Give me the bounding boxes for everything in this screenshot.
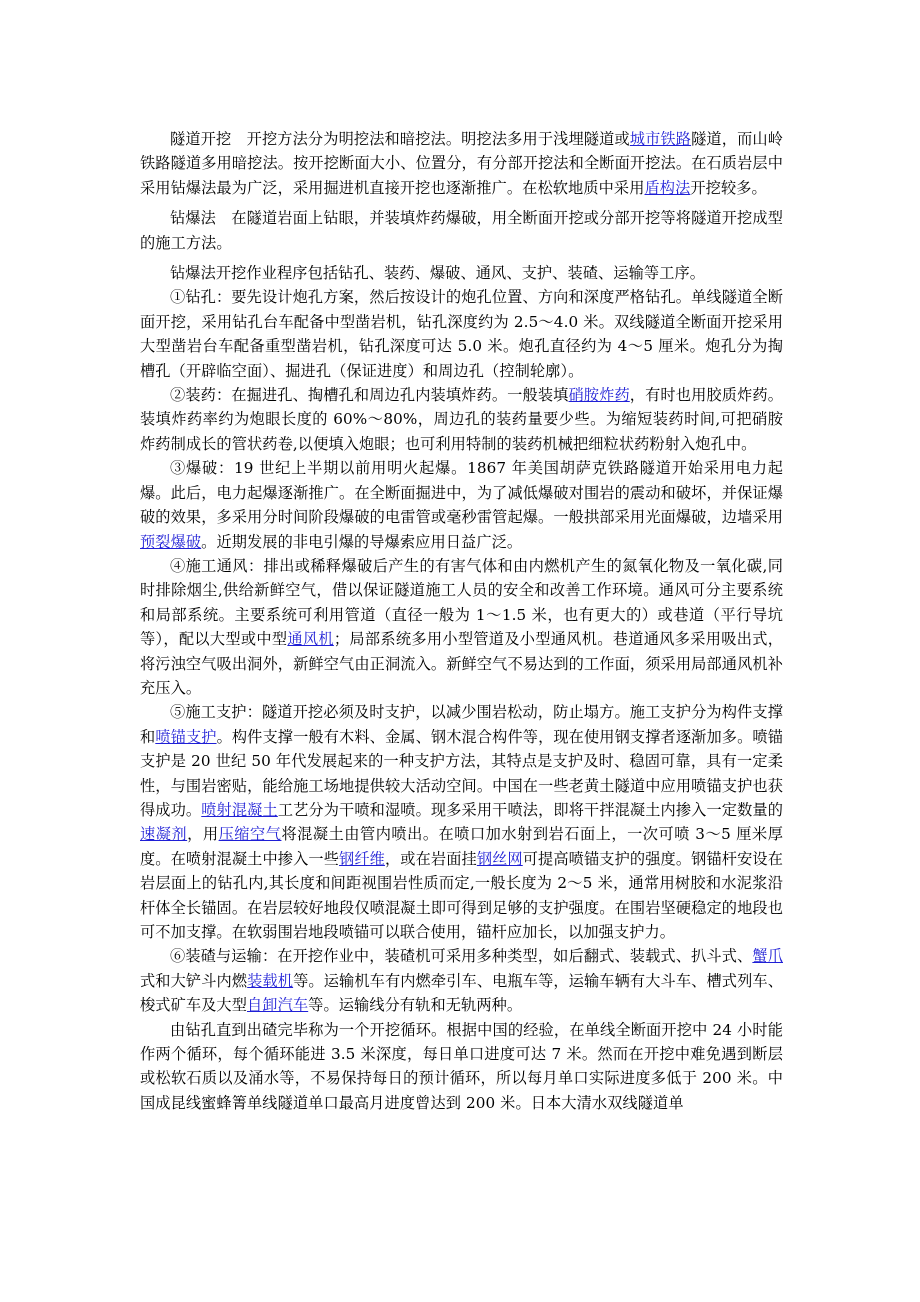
text-segment: 。构件支撑一般有木料、金属、钢木混合构件等，现在使用钢支撑者逐渐加多。喷锚支护是 20 世纪 50 年代发展起来的一种支护方法，其特点是支护及时、稳固可靠，具有一定柔性，与围岩密贴，能给施工场地提供较大活动空间。中国在一些老黄土隧道中应用喷锚支护也获得成功。 <box>140 727 783 819</box>
text-segment: 开挖较多。 <box>690 178 767 197</box>
text-segment: 由钻孔直到出碴完毕称为一个开挖循环。根据中国的经验，在单线全断面开挖中 24 小时能作两个循环，每个循环能进 3.5 米深度，每日单口进度可达 7 米。然而在开挖中难免遇到断层或松软石质以及涌水等，不易保持每日的预计循环，所以每月单口实际进度多低于 200 米。中国成昆线蜜蜂箐单线隧道单口最高月进度曾达到 200 米。日本大清水双线隧道单 <box>140 1020 783 1112</box>
paragraph-procedure <box>140 261 783 285</box>
paragraph-support <box>140 700 783 944</box>
text-segment: 隧道，而山岭铁路隧道多用暗挖法。按开挖断面大小、位置分，有分部开挖法和全断面开挖法。在石质岩层中采用钻爆法最为广泛，采用掘进机直接开挖也逐渐推广。在松软地质中采用 <box>140 130 784 197</box>
text-segment: 钻爆法开挖作业程序包括钻孔、装药、爆破、通风、支护、装碴、运输等工序。 <box>170 264 706 283</box>
paragraph-blasting <box>140 456 783 554</box>
text-segment: ；局部系统多用小型管道及小型通风机。巷道通风多采用吸出式，将污浊空气吸出洞外，新鲜空气由正洞流入。新鲜空气不易达到的工作面，须采用局部通风机补充压入。 <box>140 630 784 697</box>
link-loader[interactable]: 装载机 <box>247 971 294 990</box>
link-urban-railway[interactable]: 城市铁路 <box>629 130 692 148</box>
link-presplit-blasting[interactable]: 预裂爆破 <box>140 532 202 551</box>
text-segment: ①钻孔：要先设计炮孔方案，然后按设计的炮孔位置、方向和深度严格钻孔。单线隧道全断面开挖，采用钻孔台车配备中型凿岩机，钻孔深度约为 2.5～4.0 米。双线隧道全断面开挖采用大型凿岩台车配备重型凿岩机，钻孔深度可达 5.0 米。炮孔直径约为 4～5 厘米。炮孔分为掏槽孔（开辟临空面）、掘进孔（保证进度）和周边孔（控制轮廓）。 <box>140 288 783 380</box>
paragraph-drill-blast <box>140 206 783 255</box>
text-segment: ⑤施工支护：隧道开挖必须及时支护，以减少围岩松动，防止塌方。施工支护分为构件支撑和 <box>140 703 783 746</box>
text-segment: 隧道开挖 开挖方法分为明挖法和暗挖法。明挖法多用于浅埋隧道或 <box>170 130 630 148</box>
text-segment: ，用 <box>187 825 219 844</box>
link-ventilator[interactable]: 通风机 <box>287 630 334 649</box>
document-body <box>140 127 783 1115</box>
link-wire-mesh[interactable]: 钢丝网 <box>476 849 523 868</box>
paragraph-charging <box>140 383 783 456</box>
text-segment: ②装药：在掘进孔、掏槽孔和周边孔内装填炸药。一般装填 <box>170 386 569 405</box>
paragraph-drilling <box>140 285 783 383</box>
link-shotcrete[interactable]: 喷射混凝土 <box>201 800 278 819</box>
text-segment: ，或在岩面挂 <box>384 849 477 868</box>
link-compressed-air[interactable]: 压缩空气 <box>218 825 282 844</box>
link-ammonium-nitrate-explosive[interactable]: 硝胺炸药 <box>568 386 630 405</box>
text-segment: 钻爆法 在隧道岩面上钻眼，并装填炸药爆破，用全断面开挖或分部开挖等将隧道开挖成型的施工方法。 <box>140 209 783 252</box>
paragraph-tunnel-excavation <box>140 127 783 200</box>
text-segment: 式和大铲斗内燃 <box>140 971 248 990</box>
paragraph-excavation-cycle <box>140 1018 783 1116</box>
text-segment: ⑥装碴与运输：在开挖作业中，装碴机可采用多种类型，如后翻式、装载式、扒斗式、 <box>170 947 753 966</box>
link-dump-truck[interactable]: 自卸汽车 <box>247 996 309 1015</box>
link-shield-method[interactable]: 盾构法 <box>644 178 691 197</box>
paragraph-mucking-transport <box>140 944 783 1017</box>
text-segment: 将混凝土由管内喷出。在喷口加水射到岩石面上，一次可喷 3～5 厘米厚度。在喷射混凝土中掺入一些 <box>140 825 784 868</box>
text-segment: 等。运输线分有轨和无轨两种。 <box>308 996 523 1015</box>
link-accelerator[interactable]: 速凝剂 <box>140 825 188 844</box>
text-segment: 可提高喷锚支护的强度。钢锚杆安设在岩层面上的钻孔内,其长度和间距视围岩性质而定,一般长度为 2～5 米，通常用树胶和水泥浆沿杆体全长锚固。在岩层较好地段仅喷混凝土即可得到足够的支护强度。在围岩坚硬稳定的地段也可不加支撑。在软弱围岩地段喷锚可以联合使用，锚杆应加长，以加强支护力。 <box>140 849 783 941</box>
link-crab-claw[interactable]: 蟹爪 <box>752 947 783 966</box>
text-segment: ，有时也用胶质炸药。装填炸药率约为炮眼长度的 60%～80%，周边孔的装药量要少些。为缩短装药时间,可把硝胺炸药制成长的管状药卷,以便填入炮眼；也可利用特制的装药机械把细粒状药粉射入炮孔中。 <box>140 386 783 453</box>
text-segment: 工艺分为干喷和湿喷。现多采用干喷法，即将干拌混凝土内掺入一定数量的 <box>277 800 784 819</box>
text-segment: ③爆破：19 世纪上半期以前用明火起爆。1867 年美国胡萨克铁路隧道开始采用电力起爆。此后，电力起爆逐渐推广。在全断面掘进中，为了减低爆破对围岩的震动和破坏，并保证爆破的效果，多采用分时间阶段爆破的电雷管或毫秒雷管起爆。一般拱部采用光面爆破，边墙采用 <box>140 459 783 527</box>
text-segment: ④施工通风：排出或稀释爆破后产生的有害气体和由内燃机产生的氮氧化物及一氧化碳,同时排除烟尘,供给新鲜空气，借以保证隧道施工人员的安全和改善工作环境。通风可分主要系统和局部系统。主要系统可利用管道（直径一般为 1～1.5 米，也有更大的）或巷道（平行导坑等），配以大型或中型 <box>140 556 783 649</box>
text-segment: 。近期发展的非电引爆的导爆索应用日益广泛。 <box>201 532 523 551</box>
paragraph-ventilation <box>140 554 783 700</box>
text-segment: 等。运输机车有内燃牵引车、电瓶车等，运输车辆有大斗车、槽式列车、梭式矿车及大型 <box>140 971 783 1015</box>
link-steel-fiber[interactable]: 钢纤维 <box>339 849 385 868</box>
link-shotcrete-bolt-support[interactable]: 喷锚支护 <box>155 727 217 746</box>
